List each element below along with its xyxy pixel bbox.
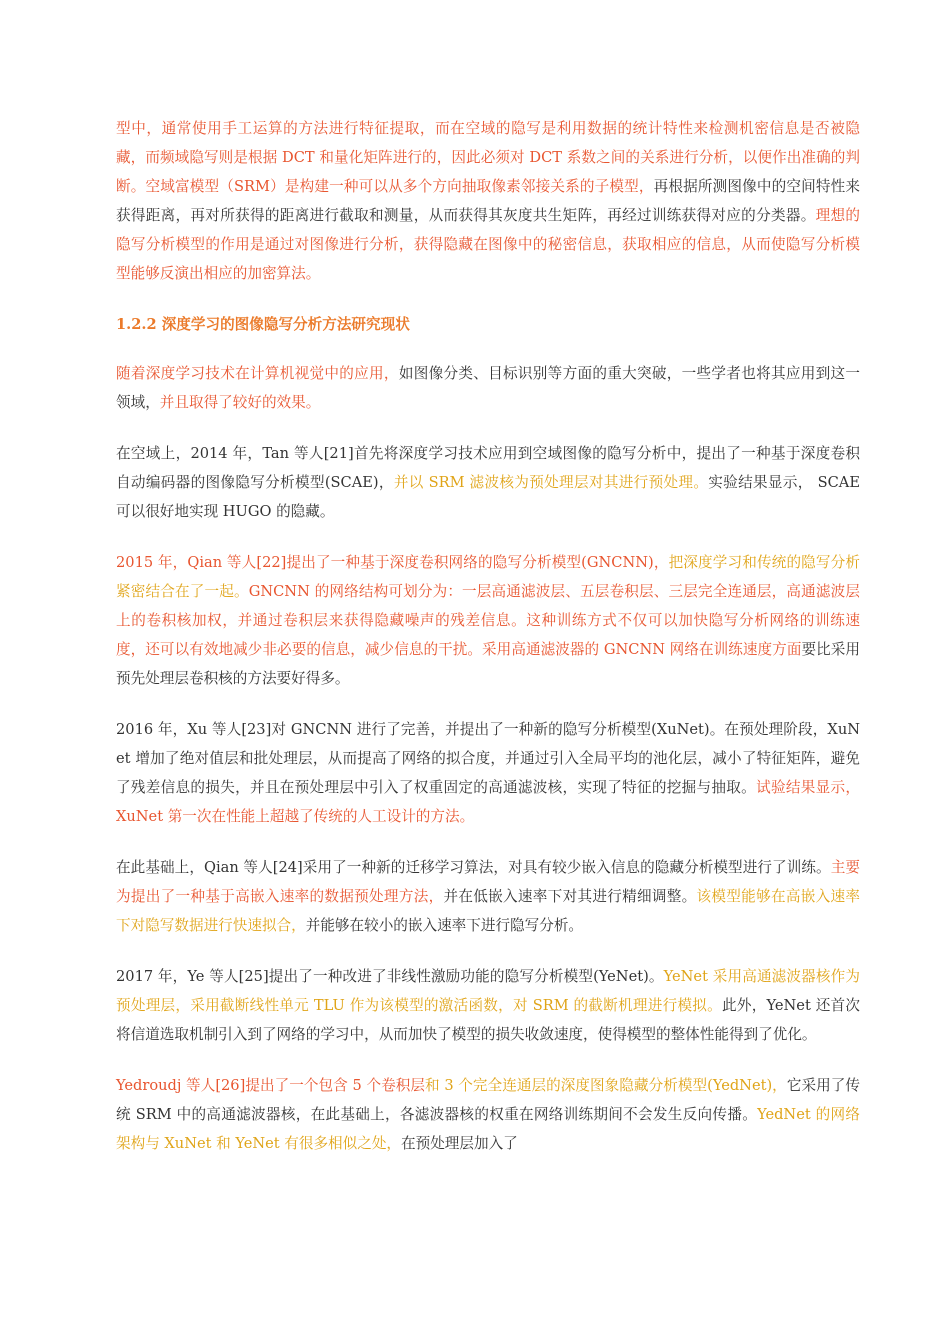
- text-run: 2017 年，Ye 等人[25]提出了一种改进了非线性激励功能的隐写分析模型(YeNet)。: [116, 968, 664, 985]
- text-run: 型中，通常使用手工运算的方法进行特征提取，而在空域的隐写是利用数据的统计特性来检测机密信息是否被隐藏，而频域隐写则是根据 DCT 和量化矩阵进行的，因此必须对 DCT 系数之间的关系进行分析，以便作出准确的判断。空域富模型（SRM）是构建一种可以从多个方向抽取像素邻接关系的子模型，: [116, 120, 860, 195]
- text-run: 并且取得了较好的效果。: [159, 394, 321, 411]
- section-heading: [116, 310, 860, 339]
- paragraph: [116, 114, 860, 288]
- text-run: 1.2.2 深度学习的图像隐写分析方法研究现状: [116, 316, 410, 333]
- text-run: 随着深度学习技术在计算机视觉中的应用，: [116, 365, 399, 382]
- paragraph: [116, 715, 860, 831]
- text-run: 此外，YeNet 还首次将信道选取机制引入到了网络的学习中，从而加快了模型的损失收敛速度，使得模型的整体性能得到了优化。: [116, 997, 860, 1043]
- text-run: 并以 SRM 滤波核为预处理层对其进行预处理。: [393, 474, 709, 491]
- text-run: YedNet 的网络架构与 XuNet 和 YeNet 有很多相似之处，: [116, 1106, 860, 1152]
- text-run: 如图像分类、目标识别等方面的重大突破，一些学者也将其应用到这一领域，: [116, 365, 860, 411]
- document-body: [116, 114, 860, 1158]
- text-run: YeNet 采用高通滤波器核作为预处理层，采用截断线性单元 TLU 作为该模型的激活函数，对 SRM 的截断机理进行模拟。: [116, 968, 860, 1014]
- paragraph: [116, 548, 860, 693]
- text-run: Yedroudj 等人[26]提出了一个包含 5 个卷积层: [116, 1077, 425, 1094]
- paragraph: [116, 853, 860, 940]
- text-run: 在空域上，2014 年，Tan 等人[21]首先将深度学习技术应用到空域图像的隐写分析中，提出了一种基于深度卷积自动编码器的图像隐写分析模型(SCAE)，: [116, 445, 860, 491]
- paragraph: [116, 1071, 860, 1158]
- text-run: 主要为提出了一种基于高嵌入速率的数据预处理方法，: [116, 859, 860, 905]
- text-run: 试验结果显示， XuNet 第一次在性能上超越了传统的人工设计的方法。: [116, 779, 860, 825]
- text-run: GNCNN 的网络结构可划分为：一层高通滤波层、五层卷积层、三层完全连通层，高通滤波层上的卷积核加权，并通过卷积层来获得隐藏噪声的残差信息。这种训练方式不仅可以加快隐写分析网络的训练速度，还可以有效地减少非必要的信息，减少信息的干扰。采用高通滤波器的 GNCNN 网络在训练速度方面: [116, 583, 860, 658]
- text-run: 再根据所测图像中的空间特性来获得距离，再对所获得的距离进行截取和测量，从而获得其灰度共生矩阵，再经过训练获得对应的分类器。: [116, 178, 860, 224]
- paragraph: [116, 439, 860, 526]
- paragraph: [116, 359, 860, 417]
- text-run: 并在低嵌入速率下对其进行精细调整。: [443, 888, 697, 905]
- text-run: 并能够在较小的嵌入速率下进行隐写分析。: [305, 917, 584, 934]
- paragraph: [116, 962, 860, 1049]
- text-run: 2015 年，Qian 等人[22]提出了一种基于深度卷积网络的隐写分析模型(GNCNN)，: [116, 554, 669, 571]
- text-run: 理想的隐写分析模型的作用是通过对图像进行分析，获得隐藏在图像中的秘密信息，获取相应的信息，从而使隐写分析模型能够反演出相应的加密算法。: [116, 207, 860, 282]
- text-run: 把深度学习和传统的隐写分析紧密结合在了一起。: [116, 554, 860, 600]
- text-run: 在此基础上，Qian 等人[24]采用了一种新的迁移学习算法，对具有较少嵌入信息的隐藏分析模型进行了训练。: [116, 859, 831, 876]
- text-run: 它采用了传统 SRM 中的高通滤波器核，在此基础上，各滤波器核的权重在网络训练期间不会发生反向传播。: [116, 1077, 860, 1123]
- text-run: 要比采用预先处理层卷积核的方法要好得多。: [116, 641, 860, 687]
- text-run: 实验结果显示， SCAE 可以很好地实现 HUGO 的隐藏。: [116, 474, 860, 520]
- text-run: 该模型能够在高嵌入速率下对隐写数据进行快速拟合，: [116, 888, 860, 934]
- text-run: 在预处理层加入了: [401, 1135, 518, 1152]
- text-run: 2016 年，Xu 等人[23]对 GNCNN 进行了完善，并提出了一种新的隐写分析模型(XuNet)。在预处理阶段，XuNet 增加了绝对值层和批处理层，从而提高了网络的拟合度，并通过引入全局平均的池化层，减小了特征矩阵，避免了残差信息的损失，并且在预处理层中引入了权重固定的高通滤波核，实现了特征的挖掘与抽取。: [116, 721, 860, 796]
- text-run: 和 3 个完全连通层的深度图象隐藏分析模型(YedNet)，: [425, 1077, 787, 1094]
